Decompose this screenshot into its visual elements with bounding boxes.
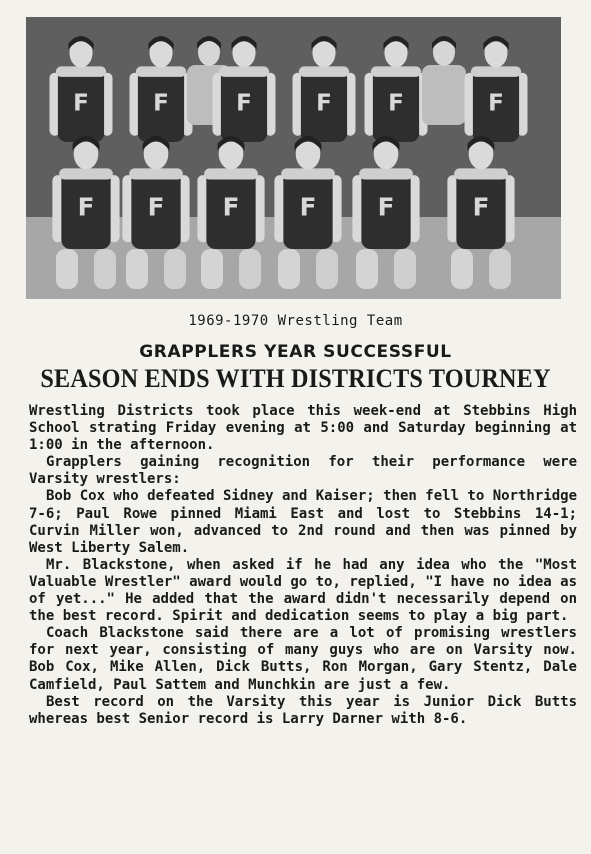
svg-text:F: F <box>236 90 252 117</box>
article-paragraph: Best record on the Varsity this year is Junior Dick Butts whereas best Senior record is Larry Darner with 8-6. <box>29 693 586 727</box>
svg-text:F: F <box>472 192 490 222</box>
svg-text:F: F <box>316 90 332 117</box>
leg <box>239 249 261 289</box>
svg-text:F: F <box>222 192 240 222</box>
article-paragraph: Coach Blackstone said there are a lot of promising wrestlers for next year, consisting of many guys who are on Varsity now. Bob Cox, Mike Allen, Dick Butts, Ron Morgan, Gary Stentz, Dale Camfield, Paul Sattem and Munchkin are just a few. <box>29 625 586 693</box>
article-paragraph: Mr. Blackstone, when asked if he had any idea who the "Most Valuable Wrestler" award would go to, replied, "I have no idea as of yet..." He added that the award didn't necessarily depend on the best record. Spirit and dedication seems to play a big part. <box>29 556 586 625</box>
leg <box>126 249 148 289</box>
svg-text:F: F <box>388 90 404 117</box>
leg <box>164 249 186 289</box>
main-headline: SEASON ENDS WITH DISTRICTS TOURNEY <box>40 364 551 393</box>
leg <box>489 249 511 289</box>
leg <box>201 249 223 289</box>
svg-text:F: F <box>299 192 317 222</box>
svg-text:F: F <box>147 192 165 222</box>
leg <box>394 249 416 289</box>
team-photo <box>26 17 561 299</box>
kicker-headline: GRAPPLERS YEAR SUCCESSFUL <box>139 342 452 362</box>
photo-caption: 1969-1970 Wrestling Team <box>188 313 403 329</box>
leg <box>94 249 116 289</box>
svg-text:F: F <box>377 192 395 222</box>
article-paragraph: Wrestling Districts took place this week-end at Stebbins High School strating Friday evening at 5:00 and Saturday beginning at 1:00 in the afternoon. <box>29 403 586 454</box>
leg <box>56 249 78 289</box>
svg-text:F: F <box>488 90 504 117</box>
leg <box>278 249 300 289</box>
svg-text:F: F <box>153 90 169 117</box>
article-body <box>29 403 586 728</box>
article-paragraph: Grapplers gaining recognition for their performance were Varsity wrestlers: <box>29 454 586 488</box>
leg <box>316 249 338 289</box>
article-paragraph: Bob Cox who defeated Sidney and Kaiser; then fell to Northridge 7-6; Paul Rowe pinned Miami East and lost to Stebbins 14-1; Curvin Miller won, advanced to 2nd round and then was pinned by West Liberty Salem. <box>29 488 586 556</box>
team-photo-figures <box>26 17 561 299</box>
svg-text:F: F <box>73 90 89 117</box>
leg <box>356 249 378 289</box>
leg <box>451 249 473 289</box>
svg-text:F: F <box>77 192 95 222</box>
